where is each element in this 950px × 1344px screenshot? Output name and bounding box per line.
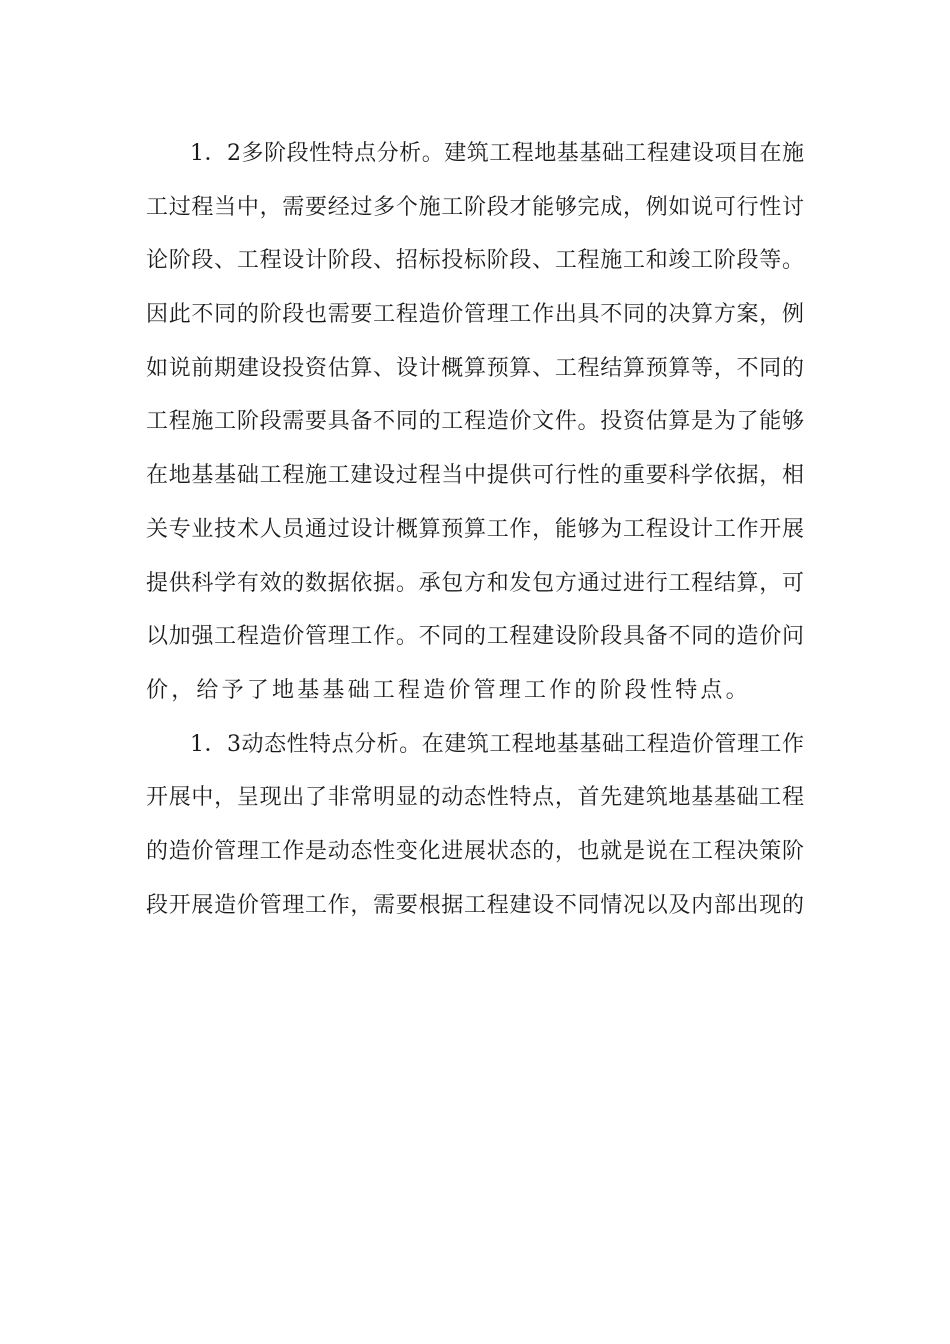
paragraph-2-line-4: 段开展造价管理工作，需要根据工程建设不同情况以及内部出现的	[146, 892, 804, 918]
paragraph-2-line-2: 开展中，呈现出了非常明显的动态性特点，首先建筑地基基础工程	[146, 785, 804, 811]
paragraph-1-line-6: 工程施工阶段需要具备不同的工程造价文件。投资估算是为了能够	[146, 409, 804, 435]
paragraph-1-line-9: 提供科学有效的数据依据。承包方和发包方通过进行工程结算，可	[146, 570, 804, 596]
paragraph-2-line-1: 1．3动态性特点分析。在建筑工程地基基础工程造价管理工作	[190, 731, 804, 757]
paragraph-1-line-8: 关专业技术人员通过设计概算预算工作，能够为工程设计工作开展	[146, 516, 804, 542]
paragraph-1-line-7: 在地基基础工程施工建设过程当中提供可行性的重要科学依据，相	[146, 463, 804, 489]
paragraph-1-line-3: 论阶段、工程设计阶段、招标投标阶段、工程施工和竣工阶段等。	[146, 248, 804, 274]
paragraph-2-line-3: 的造价管理工作是动态性变化进展状态的，也就是说在工程决策阶	[146, 838, 804, 864]
paragraph-1-line-4: 因此不同的阶段也需要工程造价管理工作出具不同的决算方案，例	[146, 302, 804, 328]
paragraph-1-line-2: 工过程当中，需要经过多个施工阶段才能够完成，例如说可行性讨	[146, 194, 804, 220]
paragraph-1-line-10: 以加强工程造价管理工作。不同的工程建设阶段具备不同的造价问	[146, 624, 804, 650]
paragraph-1-line-1: 1．2多阶段性特点分析。建筑工程地基基础工程建设项目在施	[190, 141, 804, 166]
body-text	[146, 132, 804, 937]
paragraph-1-line-5: 如说前期建设投资估算、设计概算预算、工程结算预算等，不同的	[146, 355, 804, 381]
paragraph-1-line-11: 价，给予了地基基础工程造价管理工作的阶段性特点。	[146, 677, 751, 703]
